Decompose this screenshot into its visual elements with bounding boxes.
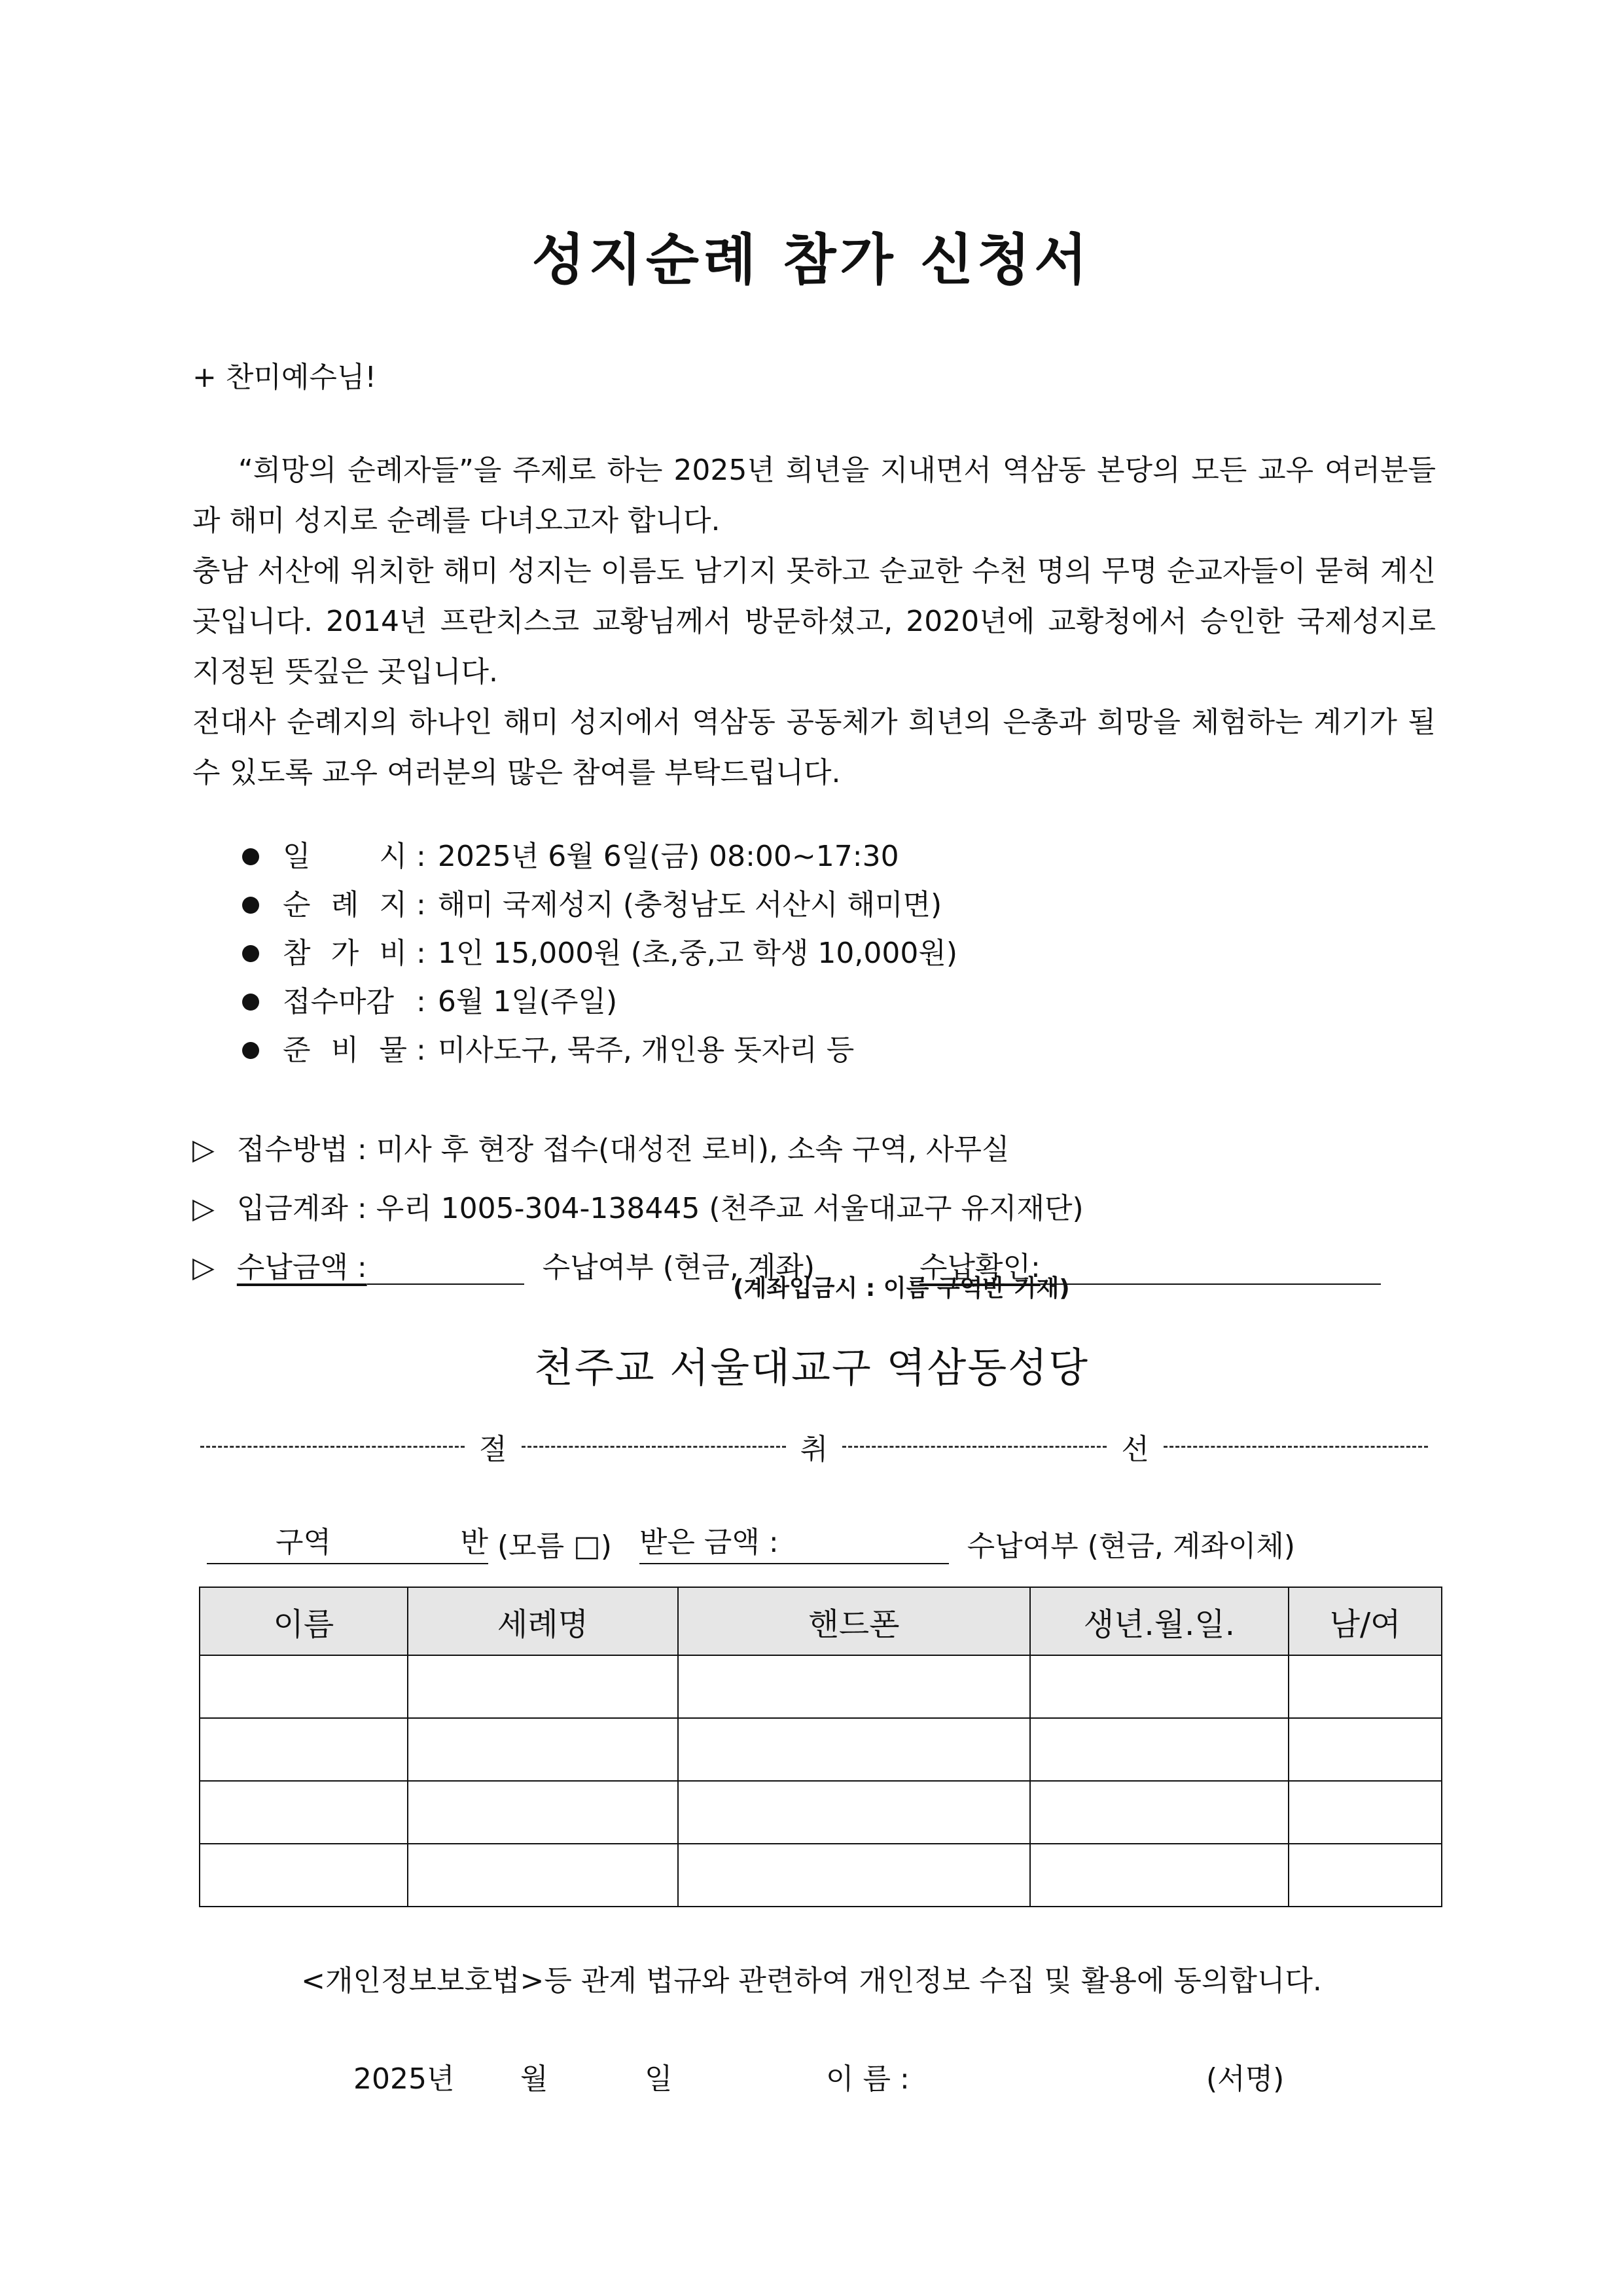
method-label: 접수방법 xyxy=(236,1133,348,1166)
triangle-icon: ▷ xyxy=(192,1192,215,1225)
info-item-supplies xyxy=(242,1026,957,1075)
cell-name[interactable] xyxy=(200,1718,408,1781)
cut-label-1: 절 xyxy=(479,1433,507,1466)
bullet-icon xyxy=(242,848,259,865)
sign-day: 일 xyxy=(645,2062,673,2096)
info-item-fee xyxy=(242,929,957,978)
cell-baptismal-name[interactable] xyxy=(408,1718,679,1781)
cell-baptismal-name[interactable] xyxy=(408,1655,679,1718)
triangle-icon: ▷ xyxy=(192,1133,215,1166)
signature-field[interactable]: (서명) xyxy=(1206,2062,1285,2096)
cell-gender[interactable] xyxy=(1289,1781,1442,1844)
payment-method-label: 수납여부 (현금, 계좌이체) xyxy=(967,1530,1296,1563)
cell-birthdate[interactable] xyxy=(1030,1781,1289,1844)
document-title: 성지순례 참가 신청서 xyxy=(531,228,1092,292)
church-name: 천주교 서울대교구 역삼동성당 xyxy=(533,1344,1089,1391)
ban-field[interactable] xyxy=(331,1518,488,1564)
bullet-icon xyxy=(242,1042,259,1059)
table-row xyxy=(200,1844,1442,1907)
cell-birthdate[interactable] xyxy=(1030,1655,1289,1718)
intro-paragraph-3: 전대사 순례지의 하나인 해미 성지에서 역삼동 공동체가 희년의 은총과 희망을 체험하는 계기가 될 수 있도록 교우 여러분의 많은 참여를 부탁드립니다. xyxy=(192,706,1436,789)
cut-label-3: 선 xyxy=(1121,1433,1149,1466)
sign-year: 2025년 xyxy=(353,2062,455,2096)
info-label: 일 시 xyxy=(283,840,407,873)
bullet-icon xyxy=(242,945,259,962)
confirm-field[interactable] xyxy=(1041,1251,1381,1285)
received-amount-field[interactable] xyxy=(779,1560,949,1564)
cell-phone[interactable] xyxy=(678,1718,1029,1781)
info-item-place xyxy=(242,881,957,929)
info-separator: : xyxy=(416,937,426,970)
table-row xyxy=(200,1781,1442,1844)
cut-line xyxy=(192,1426,1436,1467)
district-field[interactable] xyxy=(207,1518,331,1564)
info-separator: : xyxy=(416,888,426,922)
cell-baptismal-name[interactable] xyxy=(408,1781,679,1844)
info-value: 2025년 6월 6일(금) 08:00~17:30 xyxy=(437,840,899,873)
cell-phone[interactable] xyxy=(678,1781,1029,1844)
info-separator: : xyxy=(416,1033,426,1067)
registration-account xyxy=(192,1179,1381,1238)
col-header-gender: 남/여 xyxy=(1289,1587,1442,1655)
info-item-date xyxy=(242,833,957,881)
cut-label-2: 취 xyxy=(800,1433,829,1466)
account-separator: : xyxy=(357,1192,367,1225)
participant-table xyxy=(199,1587,1442,1907)
intro-paragraphs xyxy=(192,445,1436,798)
event-info-list xyxy=(242,833,957,1075)
bullet-icon xyxy=(242,897,259,914)
group-line xyxy=(207,1518,1295,1564)
unknown-checkbox-label[interactable]: (모름 □) xyxy=(497,1530,612,1563)
cell-phone[interactable] xyxy=(678,1844,1029,1907)
cell-baptismal-name[interactable] xyxy=(408,1844,679,1907)
privacy-consent: <개인정보보호법>등 관계 법규와 관련하여 개인정보 수집 및 활용에 동의합니다. xyxy=(301,1964,1322,1998)
intro-paragraph-2: 충남 서산에 위치한 해미 성지는 이름도 남기지 못하고 순교한 수천 명의 무명 순교자들이 묻혀 계신 곳입니다. 2014년 프란치스코 교황님께서 방문하셨고, 2020년에 교황청에서 승인한 국제성지로 지정된 뜻깊은 곳입니다. xyxy=(192,554,1436,689)
info-label: 참 가 비 xyxy=(283,937,407,970)
dash-segment xyxy=(1164,1446,1428,1448)
sign-name-label: 이 름 : xyxy=(826,2062,910,2096)
method-value: 미사 후 현장 접수(대성전 로비), 소속 구역, 사무실 xyxy=(376,1133,1010,1166)
dash-segment xyxy=(200,1446,465,1448)
info-label: 준 비 물 xyxy=(283,1033,407,1067)
info-value: 6월 1일(주일) xyxy=(437,985,618,1018)
cell-name[interactable] xyxy=(200,1781,408,1844)
bullet-icon xyxy=(242,994,259,1011)
account-value: 우리 1005-304-138445 (천주교 서울대교구 유지재단) xyxy=(376,1192,1084,1225)
cell-gender[interactable] xyxy=(1289,1718,1442,1781)
cell-gender[interactable] xyxy=(1289,1655,1442,1718)
account-note: (계좌입금시 : 이름 구역반 기재) xyxy=(733,1275,1070,1302)
cell-name[interactable] xyxy=(200,1655,408,1718)
confirm-label: 수납확인: xyxy=(919,1251,1041,1284)
info-label: 순 례 지 xyxy=(283,888,407,922)
dash-segment xyxy=(842,1446,1107,1448)
table-row xyxy=(200,1655,1442,1718)
amount-field[interactable] xyxy=(367,1251,524,1285)
cell-gender[interactable] xyxy=(1289,1844,1442,1907)
info-value: 해미 국제성지 (충청남도 서산시 해미면) xyxy=(437,888,942,922)
registration-method xyxy=(192,1121,1381,1179)
info-label: 접수마감 xyxy=(283,985,395,1018)
cell-birthdate[interactable] xyxy=(1030,1718,1289,1781)
payment-status-label: 수납여부 (현금, 계좌) xyxy=(542,1251,815,1284)
table-row xyxy=(200,1718,1442,1781)
account-label: 입금계좌 xyxy=(236,1192,348,1225)
info-separator: : xyxy=(416,840,426,873)
dash-segment xyxy=(522,1446,786,1448)
greeting: + 찬미예수님! xyxy=(192,361,377,394)
table-header-row xyxy=(200,1587,1442,1655)
sign-month: 월 xyxy=(520,2062,548,2096)
method-separator: : xyxy=(357,1133,367,1166)
triangle-icon: ▷ xyxy=(192,1251,215,1284)
cell-birthdate[interactable] xyxy=(1030,1844,1289,1907)
info-value: 1인 15,000원 (초,중,고 학생 10,000원) xyxy=(437,937,958,970)
info-item-deadline xyxy=(242,978,957,1026)
col-header-baptismal-name: 세례명 xyxy=(408,1587,679,1655)
info-value: 미사도구, 묵주, 개인용 돗자리 등 xyxy=(437,1033,855,1067)
col-header-birthdate: 생년.월.일. xyxy=(1030,1587,1289,1655)
col-header-phone: 핸드폰 xyxy=(678,1587,1029,1655)
intro-paragraph-1: “희망의 순례자들”을 주제로 하는 2025년 희년을 지내면서 역삼동 본당의 모든 교우 여러분들과 해미 성지로 순례를 다녀오고자 합니다. xyxy=(192,454,1436,537)
ban-label: 반 xyxy=(460,1526,488,1559)
col-header-name: 이름 xyxy=(200,1587,408,1655)
district-label: 구역 xyxy=(275,1526,331,1559)
cell-name[interactable] xyxy=(200,1844,408,1907)
amount-label: 수납금액 : xyxy=(236,1251,367,1284)
received-amount-label: 받은 금액 : xyxy=(639,1518,779,1564)
info-separator: : xyxy=(416,985,426,1018)
cell-phone[interactable] xyxy=(678,1655,1029,1718)
